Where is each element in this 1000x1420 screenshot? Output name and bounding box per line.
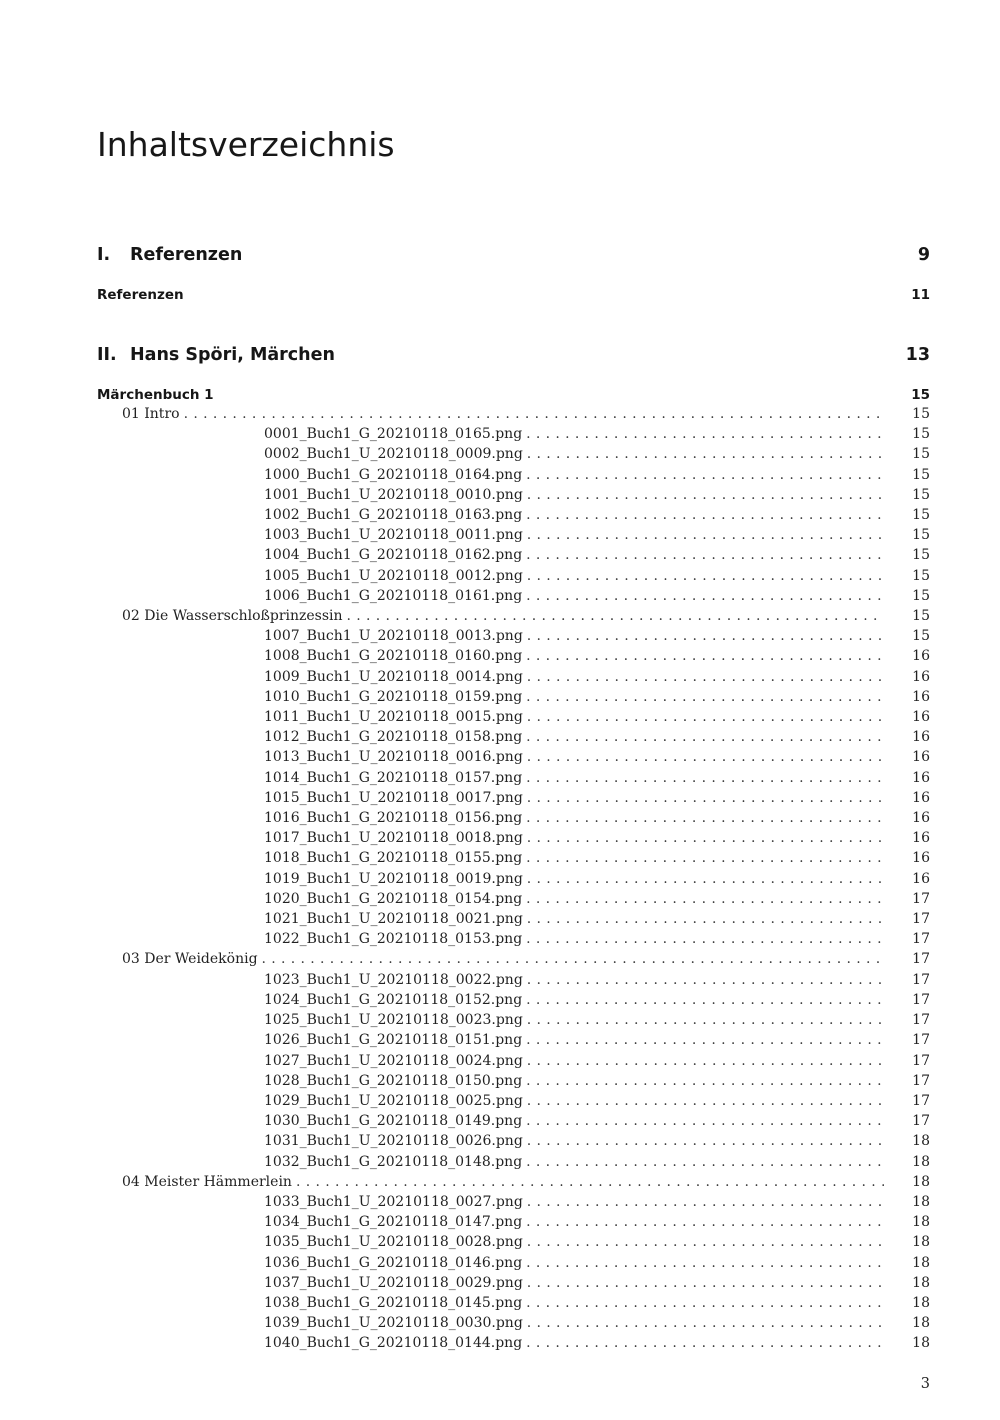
dot-leader: [526, 465, 884, 485]
toc-entry-title: 1040_Buch1_G_20210118_0144.png: [264, 1335, 523, 1352]
dot-leader: [526, 545, 884, 565]
toc-entry-title: 1015_Buch1_U_20210118_0017.png: [264, 789, 523, 806]
toc-entry-title: 1016_Buch1_G_20210118_0156.png: [264, 810, 523, 827]
toc-entry-page: 17: [912, 1012, 930, 1029]
toc-entry[interactable]: [264, 485, 930, 505]
dot-leader: [526, 848, 884, 868]
toc-entry[interactable]: [97, 387, 930, 404]
toc-entry[interactable]: [264, 1131, 930, 1151]
toc-entry-page: 15: [912, 628, 930, 645]
toc-entry-title: 1004_Buch1_G_20210118_0162.png: [264, 547, 523, 564]
toc-entry[interactable]: [264, 768, 930, 788]
toc-entry-page: 17: [912, 1113, 930, 1130]
toc-entry-title: 1032_Buch1_G_20210118_0148.png: [264, 1153, 523, 1170]
dot-leader: [526, 646, 884, 666]
dot-leader: [262, 949, 884, 969]
toc-entry[interactable]: [264, 505, 930, 525]
toc-entry-page: 16: [912, 789, 930, 806]
toc-entry[interactable]: [264, 1313, 930, 1333]
toc-entry[interactable]: [97, 244, 930, 266]
toc-entry-page: 18: [912, 1335, 930, 1352]
toc-entry[interactable]: [264, 646, 930, 666]
toc-entry-page: 15: [912, 567, 930, 584]
toc-entry[interactable]: [264, 889, 930, 909]
toc-entry-page: 16: [912, 769, 930, 786]
toc-entry[interactable]: [264, 1091, 930, 1111]
toc-entry-page: 17: [912, 971, 930, 988]
toc-entry[interactable]: [264, 1192, 930, 1212]
toc-entry-page: 18: [912, 1234, 930, 1251]
toc-entry-title: 02 Die Wasserschloßprinzessin: [122, 608, 343, 625]
toc-entry[interactable]: [264, 828, 930, 848]
toc-entry-title: 1014_Buch1_G_20210118_0157.png: [264, 769, 523, 786]
dot-leader: [527, 1232, 884, 1252]
toc-entry-page: 15: [912, 426, 930, 443]
toc-entry[interactable]: [122, 1172, 930, 1192]
toc-entry[interactable]: [264, 1111, 930, 1131]
toc-entry[interactable]: [264, 566, 930, 586]
toc-entry-title: 1018_Buch1_G_20210118_0155.png: [264, 850, 523, 867]
toc-entry-page: 15: [911, 387, 930, 403]
dot-leader: [526, 505, 884, 525]
toc-entry-page: 9: [917, 245, 930, 265]
toc-entry-title: 1038_Buch1_G_20210118_0145.png: [264, 1294, 523, 1311]
toc-entry-title: Märchenbuch 1: [97, 387, 214, 403]
dot-leader: [184, 404, 884, 424]
toc-entry[interactable]: [264, 727, 930, 747]
toc-entry-title: 01 Intro: [122, 406, 180, 422]
dot-leader: [526, 808, 884, 828]
toc-entry-title: 0001_Buch1_G_20210118_0165.png: [264, 426, 523, 443]
toc-entry-page: 15: [912, 507, 930, 524]
toc-entry-page: 18: [912, 1214, 930, 1231]
toc-entry-page: 16: [912, 709, 930, 726]
dot-leader: [527, 707, 884, 727]
dot-leader: [526, 1030, 884, 1050]
toc-entry-title: 1023_Buch1_U_20210118_0022.png: [264, 971, 523, 988]
toc-entry-page: 17: [912, 1052, 930, 1069]
toc-entry-page: 11: [911, 287, 930, 303]
toc-entry[interactable]: [264, 1333, 930, 1353]
toc-entry-title: 04 Meister Hämmerlein: [122, 1173, 292, 1190]
toc-entry-page: 17: [912, 991, 930, 1008]
toc-entry[interactable]: [264, 465, 930, 485]
toc-entry-title: 1026_Buch1_G_20210118_0151.png: [264, 1032, 523, 1049]
dot-leader: [527, 1313, 884, 1333]
toc-entry-title: 1020_Buch1_G_20210118_0154.png: [264, 890, 523, 907]
dot-leader: [526, 929, 884, 949]
dot-leader: [526, 990, 884, 1010]
toc-entry-page: 17: [912, 951, 930, 968]
toc-entry-title: Referenzen: [130, 245, 243, 265]
dot-leader: [526, 586, 884, 606]
toc-entry-title: 1017_Buch1_U_20210118_0018.png: [264, 830, 523, 847]
dot-leader: [527, 970, 884, 990]
toc-entry-title: 1033_Buch1_U_20210118_0027.png: [264, 1193, 523, 1210]
dot-leader: [527, 525, 884, 545]
toc-entry[interactable]: [264, 747, 930, 767]
toc-entry[interactable]: [264, 869, 930, 889]
toc-entry-title: 1021_Buch1_U_20210118_0021.png: [264, 911, 523, 928]
dot-leader: [296, 1172, 884, 1192]
dot-leader: [526, 1212, 884, 1232]
toc-entry-number: II.: [97, 345, 117, 365]
dot-leader: [527, 828, 884, 848]
toc-entry[interactable]: [264, 1212, 930, 1232]
dot-leader: [527, 485, 884, 505]
dot-leader: [527, 566, 884, 586]
toc-entry[interactable]: [264, 667, 930, 687]
toc-entry-page: 18: [912, 1254, 930, 1271]
toc-entry-number: I.: [97, 245, 111, 265]
toc-entry[interactable]: [264, 848, 930, 868]
toc-entry-page: 18: [912, 1133, 930, 1150]
toc-entry-title: 1022_Buch1_G_20210118_0153.png: [264, 931, 523, 948]
dot-leader: [526, 1293, 884, 1313]
table-of-contents: [97, 244, 930, 1354]
toc-entry-title: 1012_Buch1_G_20210118_0158.png: [264, 729, 523, 746]
toc-entry-title: Hans Spöri, Märchen: [130, 345, 335, 365]
toc-entry-page: 16: [912, 648, 930, 665]
toc-entry[interactable]: [264, 626, 930, 646]
toc-entry-page: 16: [912, 688, 930, 705]
toc-entry-title: 1036_Buch1_G_20210118_0146.png: [264, 1254, 523, 1271]
toc-entry-title: 1019_Buch1_U_20210118_0019.png: [264, 870, 523, 887]
dot-leader: [527, 1051, 884, 1071]
toc-entry-page: 17: [912, 1092, 930, 1109]
toc-entry[interactable]: [264, 788, 930, 808]
toc-entry[interactable]: [264, 545, 930, 565]
toc-entry-page: 15: [912, 527, 930, 544]
toc-entry-page: 15: [912, 466, 930, 483]
toc-entry[interactable]: [122, 606, 930, 626]
dot-leader: [526, 727, 884, 747]
dot-leader: [526, 1152, 884, 1172]
toc-entry-title: 1002_Buch1_G_20210118_0163.png: [264, 507, 523, 524]
toc-entry-title: 1039_Buch1_U_20210118_0030.png: [264, 1315, 523, 1332]
toc-entry-page: 15: [912, 486, 930, 503]
toc-entry-page: 17: [912, 1072, 930, 1089]
toc-entry-title: 0002_Buch1_U_20210118_0009.png: [264, 446, 523, 463]
toc-entry-page: 17: [912, 1032, 930, 1049]
toc-entry-title: 1000_Buch1_G_20210118_0164.png: [264, 466, 523, 483]
toc-entry-page: 18: [912, 1153, 930, 1170]
toc-entry-title: 1035_Buch1_U_20210118_0028.png: [264, 1234, 523, 1251]
toc-entry[interactable]: [264, 424, 930, 444]
toc-entry[interactable]: [264, 1273, 930, 1293]
toc-entry[interactable]: [264, 808, 930, 828]
dot-leader: [527, 869, 884, 889]
toc-entry[interactable]: [97, 287, 930, 304]
toc-entry[interactable]: [122, 404, 930, 424]
toc-entry[interactable]: [264, 929, 930, 949]
toc-entry[interactable]: [264, 687, 930, 707]
toc-entry[interactable]: [264, 990, 930, 1010]
toc-entry-page: 15: [912, 547, 930, 564]
toc-entry[interactable]: [264, 586, 930, 606]
toc-entry-page: 18: [912, 1173, 930, 1190]
toc-entry[interactable]: [264, 1030, 930, 1050]
toc-entry-title: 1028_Buch1_G_20210118_0150.png: [264, 1072, 523, 1089]
page-number: 3: [920, 1375, 930, 1392]
toc-entry-title: 1030_Buch1_G_20210118_0149.png: [264, 1113, 523, 1130]
toc-entry[interactable]: [97, 344, 930, 366]
dot-leader: [527, 1192, 884, 1212]
toc-entry-title: 1009_Buch1_U_20210118_0014.png: [264, 668, 523, 685]
toc-entry-page: 17: [912, 890, 930, 907]
dot-leader: [527, 747, 884, 767]
dot-leader: [526, 889, 884, 909]
dot-leader: [526, 1111, 884, 1131]
toc-entry[interactable]: [264, 1051, 930, 1071]
toc-entry-page: 15: [912, 608, 930, 625]
dot-leader: [526, 1071, 884, 1091]
dot-leader: [526, 1253, 884, 1273]
toc-entry-page: 15: [912, 446, 930, 463]
toc-entry[interactable]: [264, 1232, 930, 1252]
toc-entry-page: 16: [912, 830, 930, 847]
toc-entry-title: 1010_Buch1_G_20210118_0159.png: [264, 688, 523, 705]
toc-entry-title: 1029_Buch1_U_20210118_0025.png: [264, 1092, 523, 1109]
toc-entry-page: 13: [905, 345, 930, 365]
toc-entry-page: 18: [912, 1294, 930, 1311]
dot-leader: [527, 1273, 884, 1293]
dot-leader: [526, 768, 884, 788]
toc-entry-title: 1025_Buch1_U_20210118_0023.png: [264, 1012, 523, 1029]
dot-leader: [526, 424, 884, 444]
toc-entry-page: 16: [912, 850, 930, 867]
toc-entry-title: Referenzen: [97, 287, 184, 303]
toc-entry-title: 1007_Buch1_U_20210118_0013.png: [264, 628, 523, 645]
toc-entry-page: 16: [912, 810, 930, 827]
dot-leader: [347, 606, 884, 626]
toc-entry[interactable]: [264, 1152, 930, 1172]
toc-entry[interactable]: [264, 525, 930, 545]
toc-entry-title: 1034_Buch1_G_20210118_0147.png: [264, 1214, 523, 1231]
dot-leader: [527, 909, 884, 929]
toc-entry-title: 1006_Buch1_G_20210118_0161.png: [264, 587, 523, 604]
toc-entry-page: 15: [912, 587, 930, 604]
dot-leader: [526, 687, 884, 707]
dot-leader: [527, 667, 884, 687]
toc-entry-title: 1001_Buch1_U_20210118_0010.png: [264, 486, 523, 503]
dot-leader: [526, 1333, 884, 1353]
dot-leader: [527, 788, 884, 808]
dot-leader: [527, 1131, 884, 1151]
toc-entry-title: 1031_Buch1_U_20210118_0026.png: [264, 1133, 523, 1150]
toc-entry-title: 03 Der Weidekönig: [122, 951, 258, 968]
toc-entry-page: 16: [912, 870, 930, 887]
dot-leader: [527, 1091, 884, 1111]
toc-entry[interactable]: [264, 444, 930, 464]
toc-entry-title: 1005_Buch1_U_20210118_0012.png: [264, 567, 523, 584]
dot-leader: [527, 626, 884, 646]
toc-entry[interactable]: [264, 1253, 930, 1273]
page-title: Inhaltsverzeichnis: [97, 125, 395, 164]
toc-entry-title: 1027_Buch1_U_20210118_0024.png: [264, 1052, 523, 1069]
toc-entry[interactable]: [264, 1071, 930, 1091]
toc-entry-page: 18: [912, 1193, 930, 1210]
toc-entry-page: 17: [912, 931, 930, 948]
toc-entry-title: 1024_Buch1_G_20210118_0152.png: [264, 991, 523, 1008]
toc-entry[interactable]: [122, 949, 930, 969]
toc-entry-page: 18: [912, 1274, 930, 1291]
toc-entry-title: 1013_Buch1_U_20210118_0016.png: [264, 749, 523, 766]
toc-entry-title: 1003_Buch1_U_20210118_0011.png: [264, 527, 523, 544]
dot-leader: [527, 444, 884, 464]
toc-entry-title: 1011_Buch1_U_20210118_0015.png: [264, 709, 523, 726]
dot-leader: [527, 1010, 884, 1030]
toc-entry[interactable]: [264, 707, 930, 727]
toc-entry-page: 17: [912, 911, 930, 928]
toc-entry-page: 15: [912, 406, 930, 422]
toc-entry[interactable]: [264, 1293, 930, 1313]
toc-entry-title: 1008_Buch1_G_20210118_0160.png: [264, 648, 523, 665]
toc-entry-page: 18: [912, 1315, 930, 1332]
toc-entry-title: 1037_Buch1_U_20210118_0029.png: [264, 1274, 523, 1291]
toc-entry[interactable]: [264, 909, 930, 929]
toc-entry[interactable]: [264, 1010, 930, 1030]
toc-entry-page: 16: [912, 749, 930, 766]
toc-entry-page: 16: [912, 729, 930, 746]
toc-entry[interactable]: [264, 970, 930, 990]
toc-entry-page: 16: [912, 668, 930, 685]
